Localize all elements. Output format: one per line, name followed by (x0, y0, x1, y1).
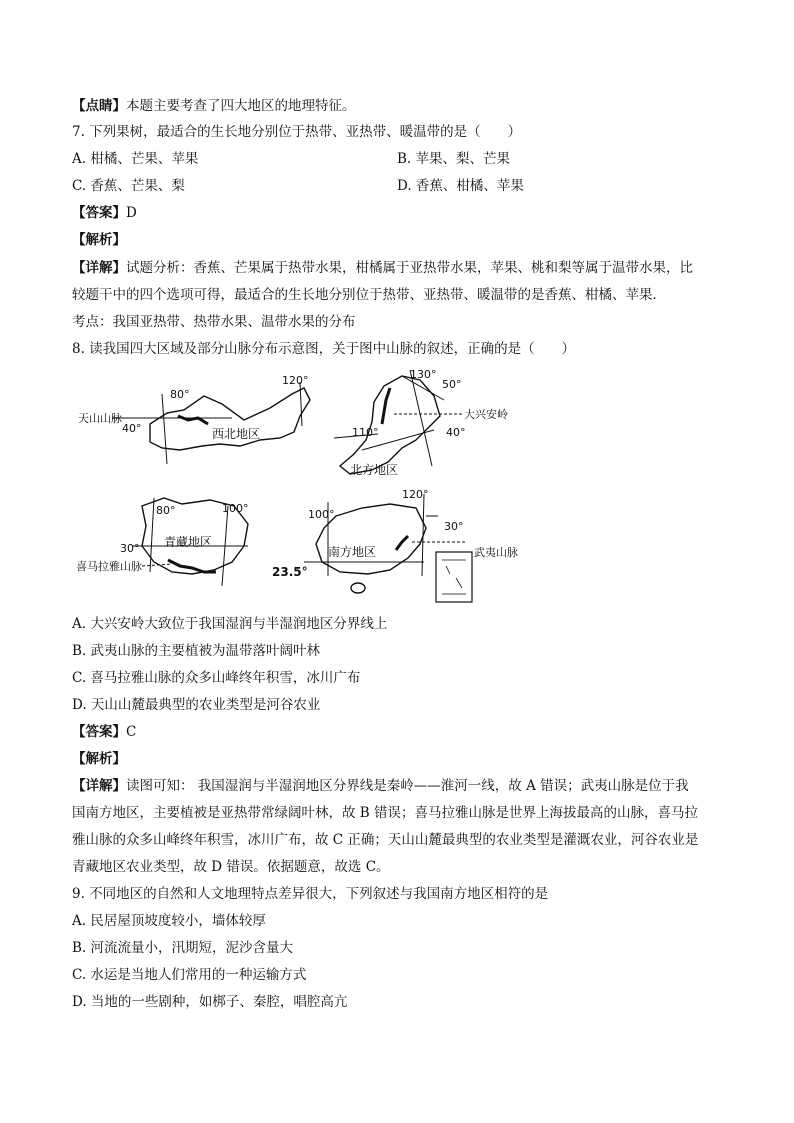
q9-stem: 9. 不同地区的自然和人文地理特点差异很大，下列叙述与我国南方地区相符的是 (72, 886, 549, 902)
q7-detail-1: 试题分析：香蕉、芒果属于热带水果，柑橘属于亚热带水果，苹果、桃和梨等属于温带水果，比 (126, 260, 693, 276)
region-maps-figure (72, 366, 632, 614)
q8-answer-line (72, 722, 136, 742)
q7-option-c: C. 香蕉、芒果、梨 (72, 178, 185, 194)
q7-detail-tag: 【详解】 (72, 260, 126, 276)
q8-option-d: D. 天山山麓最典型的农业类型是河谷农业 (72, 697, 321, 713)
q8-stem: 8. 读我国四大区域及部分山脉分布示意图，关于图中山脉的叙述，正确的是（ ） (72, 341, 576, 357)
north-lat-label: 50° (442, 378, 462, 391)
q7-option-d: D. 香蕉、柑橘、苹果 (397, 178, 524, 194)
nw-lat-label: 40° (122, 422, 142, 435)
q8-detail-3: 雅山脉的众多山峰终年积雪，冰川广布，故 C 正确；天山山麓最典型的农业类型是灌溉农业，河谷农业是 (72, 832, 699, 848)
south-lat2-label: 23.5° (272, 565, 308, 579)
q8-option-b: B. 武夷山脉的主要植被为温带落叶阔叶林 (72, 643, 321, 659)
q7-kaodian: 考点：我国亚热带、热带水果、温带水果的分布 (72, 314, 356, 330)
q8-answer-tag: 【答案】 (72, 724, 126, 740)
north-lat2-label: 40° (446, 426, 466, 439)
q7-answer-tag: 【答案】 (72, 205, 126, 221)
q8-detail-line-1 (72, 776, 689, 796)
q8-option-c: C. 喜马拉雅山脉的众多山峰终年积雪，冰川广布 (72, 670, 361, 686)
qingzang-mountain-label: 喜马拉雅山脉 (76, 560, 142, 573)
q9-option-d: D. 当地的一些剧种，如梆子、秦腔，唱腔高亢 (72, 994, 348, 1010)
daxinganling-range (382, 388, 390, 424)
q7-option-a: A. 柑橘、芒果、苹果 (72, 151, 199, 167)
nw-region-label: 西北地区 (212, 427, 261, 441)
q7-detail-line-1 (72, 258, 693, 278)
nw-lon2-label: 120° (282, 374, 309, 387)
q8-option-a: A. 大兴安岭大致位于我国湿润与半湿润地区分界线上 (72, 616, 388, 632)
nw-mountain-label: 天山山脉 (78, 412, 122, 425)
inset-islands (442, 560, 466, 594)
north-lon-label: 130° (410, 368, 437, 381)
q7-detail-2: 较题干中的四个选项可得，最适合的生长地分别位于热带、亚热带、暖温带的是香蕉、柑橘、苹果． (72, 287, 666, 303)
south-region-label: 南方地区 (328, 545, 377, 559)
south-sea-inset (436, 552, 472, 602)
qingzang-region-label: 青藏地区 (164, 535, 213, 549)
hainan-island (351, 583, 365, 593)
q8-jiexi-tag: 【解析】 (72, 751, 126, 767)
dianjing-text: 本题主要考查了四大地区的地理特征。 (126, 98, 356, 114)
tianshan-range (178, 416, 208, 424)
qingzang-lon-label: 80° (156, 504, 176, 517)
q8-detail-4: 青藏地区农业类型，故 D 错误。依据题意，故选 C。 (72, 859, 390, 875)
q9-option-c: C. 水运是当地人们常用的一种运输方式 (72, 967, 307, 983)
q7-answer-line (72, 203, 137, 223)
q8-detail-tag: 【详解】 (72, 778, 126, 794)
qingzang-lat-label: 30° (120, 542, 140, 555)
q8-detail-2: 国南方地区，主要植被是亚热带常绿阔叶林，故 B 错误；喜马拉雅山脉是世界上海拔最高的山脉，喜马拉 (72, 805, 699, 821)
wuyi-range (396, 536, 408, 550)
q7-option-b: B. 苹果、梨、芒果 (397, 151, 511, 167)
qingzang-lon2-label: 100° (222, 502, 249, 515)
q7-answer: D (126, 205, 137, 221)
q9-option-a: A. 民居屋顶坡度较小，墙体较厚 (72, 913, 266, 929)
south-lat-label: 30° (444, 520, 464, 533)
q8-answer: C (126, 724, 137, 740)
q9-option-b: B. 河流流量小，汛期短，泥沙含量大 (72, 940, 294, 956)
north-region-label: 北方地区 (350, 463, 399, 477)
north-mountain-label: 大兴安岭 (464, 408, 508, 421)
q8-detail-1: 读图可知： 我国湿润与半湿润地区分界线是秦岭——淮河一线，故 A 错误；武夷山脉是位于我 (126, 778, 689, 794)
south-lon2-label: 100° (308, 508, 335, 521)
himalaya-range (168, 560, 216, 572)
north-lon2-label: 110° (352, 426, 379, 439)
south-lon-label: 120° (402, 488, 429, 501)
nw-lon-label: 80° (170, 388, 190, 401)
q7-jiexi-tag: 【解析】 (72, 232, 126, 248)
q7-stem: 7. 下列果树，最适合的生长地分别位于热带、亚热带、暖温带的是（ ） (72, 124, 522, 140)
dianjing-tag: 【点睛】 (72, 98, 126, 114)
south-mountain-label: 武夷山脉 (474, 546, 518, 559)
north-graticule (334, 370, 444, 466)
dianjing-line (72, 96, 356, 116)
